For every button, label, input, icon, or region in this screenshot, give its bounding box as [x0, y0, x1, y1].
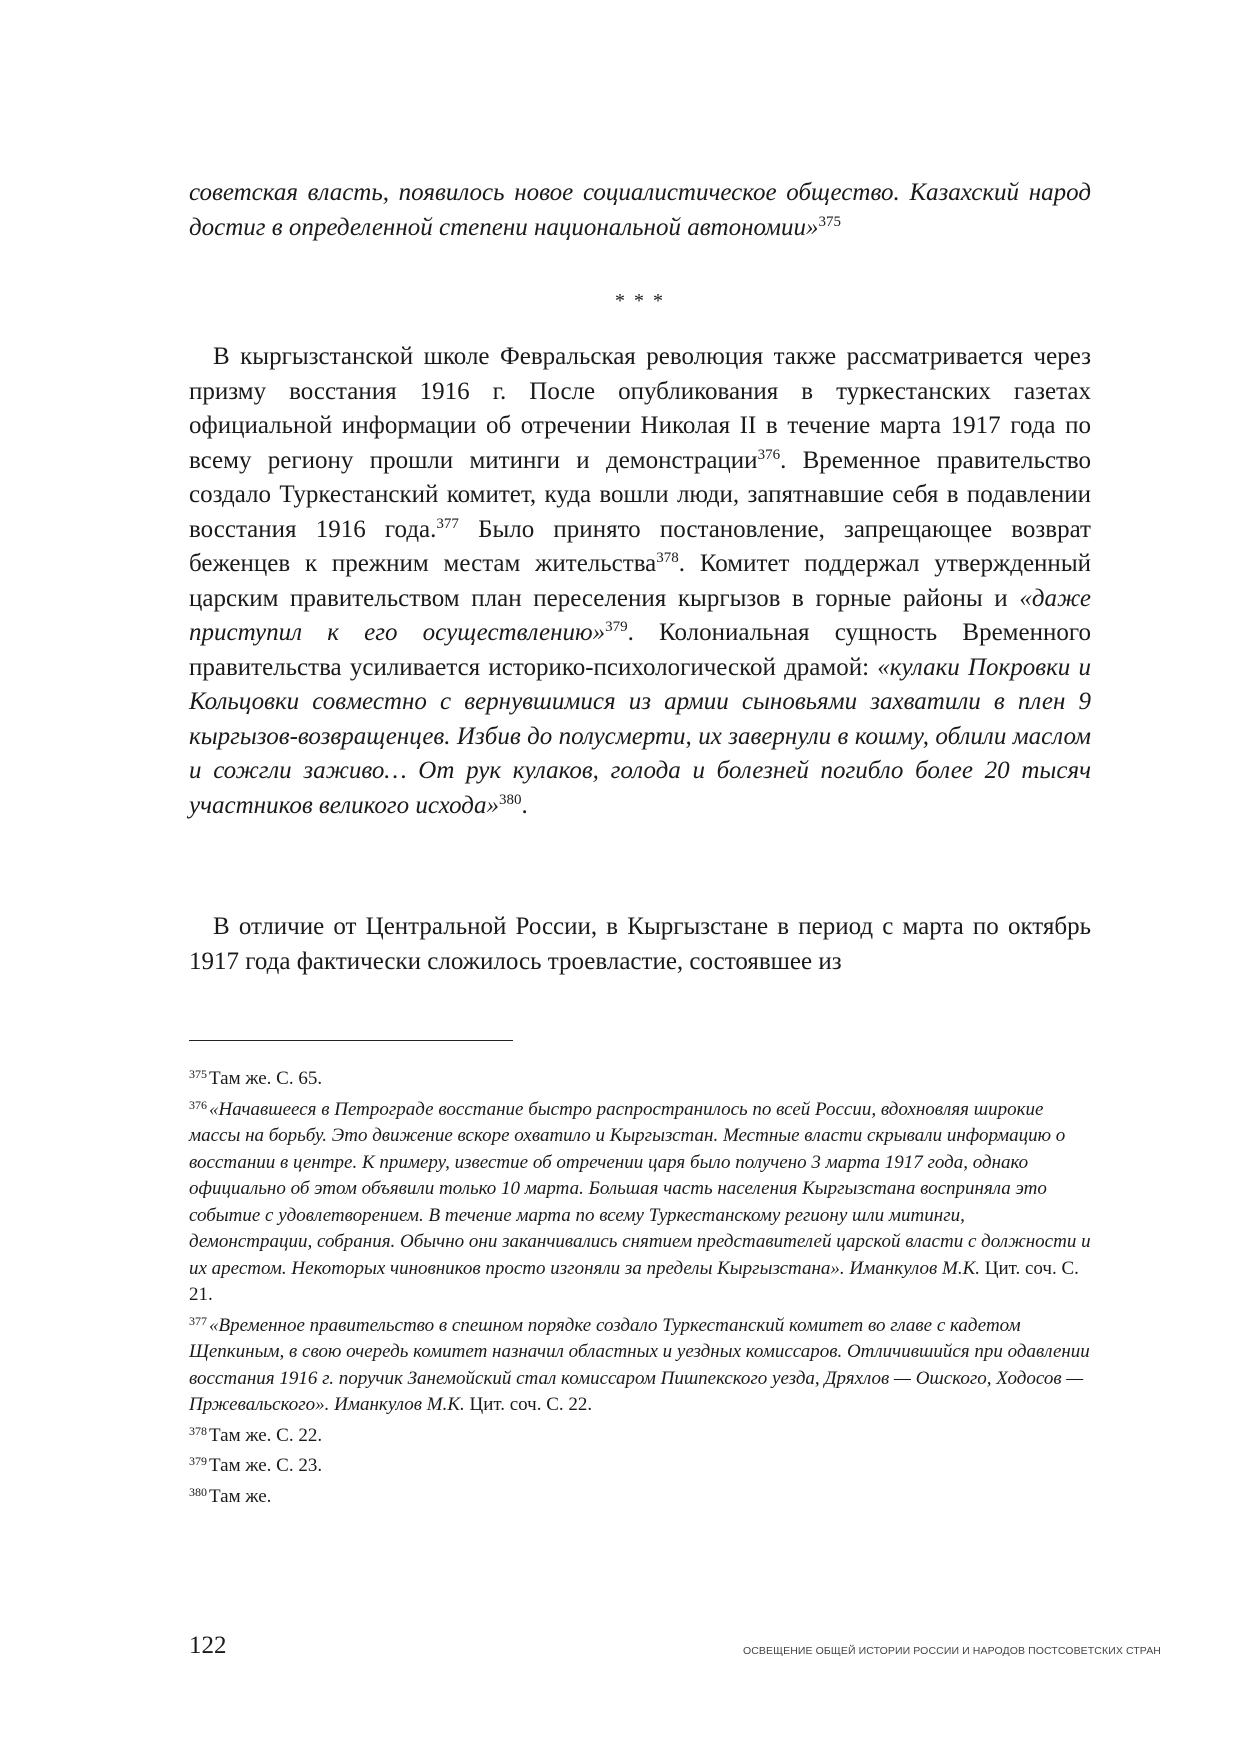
footnote-quote: «Временное правительство в спешном порядке создало Туркестанский комитет во главе с кадетом Щепкиным, в свою очередь комитет назначил областных и уездных комиссаров. Отличившийся при одавлении восстания 1916 г. поручик Занемойский стал комиссаром Пишпекского уезда, Дряхлов — Ошского, Ходосов — Пржевальского». Иманкулов М.К.	[189, 1314, 1090, 1415]
paragraph-dual-power: В отличие от Центральной России, в Кыргызстане в период с марта по октябрь 1917 года фактически сложилось троевластие, состоявшее из	[189, 913, 1091, 975]
footnote-text: Там же. С. 22.	[209, 1424, 323, 1446]
paragraph-text: В кыргызстанской школе Февральская революция также рассматривается через призму восстания 1916 г. После опубликования в туркестанских газетах официальной информации об отречении Николая II в течение марта 1917 года по всему региону прошли митинги и демонстрации	[189, 343, 1091, 474]
quote-continuation	[189, 176, 1091, 245]
footnote-number: 377	[189, 1313, 207, 1328]
paragraph-text: .	[521, 791, 528, 819]
footnote-number: 380	[189, 1484, 207, 1499]
footnote-divider	[189, 1040, 513, 1041]
page-number: 122	[189, 1632, 227, 1659]
footnote-ref-376[interactable]: 376	[757, 446, 781, 463]
footnote-377	[189, 1313, 1091, 1419]
paragraph-february-revolution	[189, 340, 1091, 823]
footnote-number: 375	[189, 1067, 207, 1081]
footnote-quote: «Начавшееся в Петрограде восстание быстро распространилось по всей России, вдохновляя широкие массы на борьбу. Это движение вскоре охватило и Кыргызстан. Местные власти скрывали информацию о восстании в центре. К примеру, известие об отречении царя было получено 3 марта 1917 года, однако официально об этом объявили только 10 марта. Большая часть населения Кыргызстана восприняла это событие с удовлетворением. В течение марта по всему Туркестанскому региону шли митинги, демонстрации, собрания. Обычно они заканчивались снятием представителей царской власти с должности и их арестом. Некоторых чиновников просто изгоняли за пределы Кыргызстана». Иманкулов М.К.	[189, 1098, 1091, 1279]
paragraph-text: . Комитет поддержал утвержденный царским правительством план переселения кыргызов в горные районы и	[189, 550, 1091, 612]
footnote-380	[189, 1484, 1091, 1511]
paragraph-text: Было принято постановление, запрещающее возврат беженцев к прежним местам жительства	[189, 515, 1091, 577]
footnote-ref-380[interactable]: 380	[498, 791, 522, 808]
footnote-379	[189, 1453, 1091, 1480]
footnote-ref-375[interactable]: 375	[818, 213, 842, 230]
footnote-text: Цит. соч. С. 22.	[464, 1394, 593, 1415]
section-separator: * * *	[615, 290, 665, 312]
running-title: ОСВЕЩЕНИЕ ОБЩЕЙ ИСТОРИИ РОССИИ И НАРОДОВ ПОСТСОВЕТСКИХ СТРАН	[742, 1645, 1161, 1657]
footnote-375	[189, 1066, 1091, 1093]
paragraph-text: . Колониальная сущность Временного правительства усиливается историко-психологической драмой:	[189, 619, 1091, 681]
footnote-ref-377[interactable]: 377	[436, 515, 459, 532]
footnotes	[189, 1066, 1091, 1514]
footnote-ref-378[interactable]: 378	[656, 550, 679, 566]
footnote-text: Там же. С. 23.	[209, 1455, 323, 1476]
paragraph-text: . Временное правительство создало Туркестанский комитет, куда вошли люди, запятнавшие себя в подавлении восстания 1916 года.	[189, 446, 1091, 543]
footnote-ref-379[interactable]: 379	[605, 619, 628, 635]
footnote-number: 378	[189, 1423, 207, 1438]
footnote-number: 376	[189, 1097, 207, 1112]
italic-quote: «кулаки Покровки и Кольцовки совместно с вернувшимися из армии сыновьями захватили в плен 9 кыргызов-возвращенцев. Избив до полусмерти, их завернули в кошму, облили маслом и сожгли заживо… От рук кулаков, голода и болезней погибло более 20 тысяч участников великого исхода»	[189, 653, 1091, 819]
footnote-text: Там же. С. 65.	[209, 1068, 323, 1089]
footnote-text: Цит. соч. С. 21.	[189, 1257, 1079, 1305]
quote-text: советская власть, появилось новое социалистическое общество. Казахский народ достиг в определенной степени национальной автономии»	[189, 179, 1091, 241]
footnote-number: 379	[189, 1454, 207, 1468]
footnote-376	[189, 1097, 1091, 1309]
italic-quote: «даже приступил к его осуществлению»	[189, 584, 1091, 646]
footnote-text: Там же.	[209, 1485, 272, 1507]
footnote-378	[189, 1423, 1091, 1450]
